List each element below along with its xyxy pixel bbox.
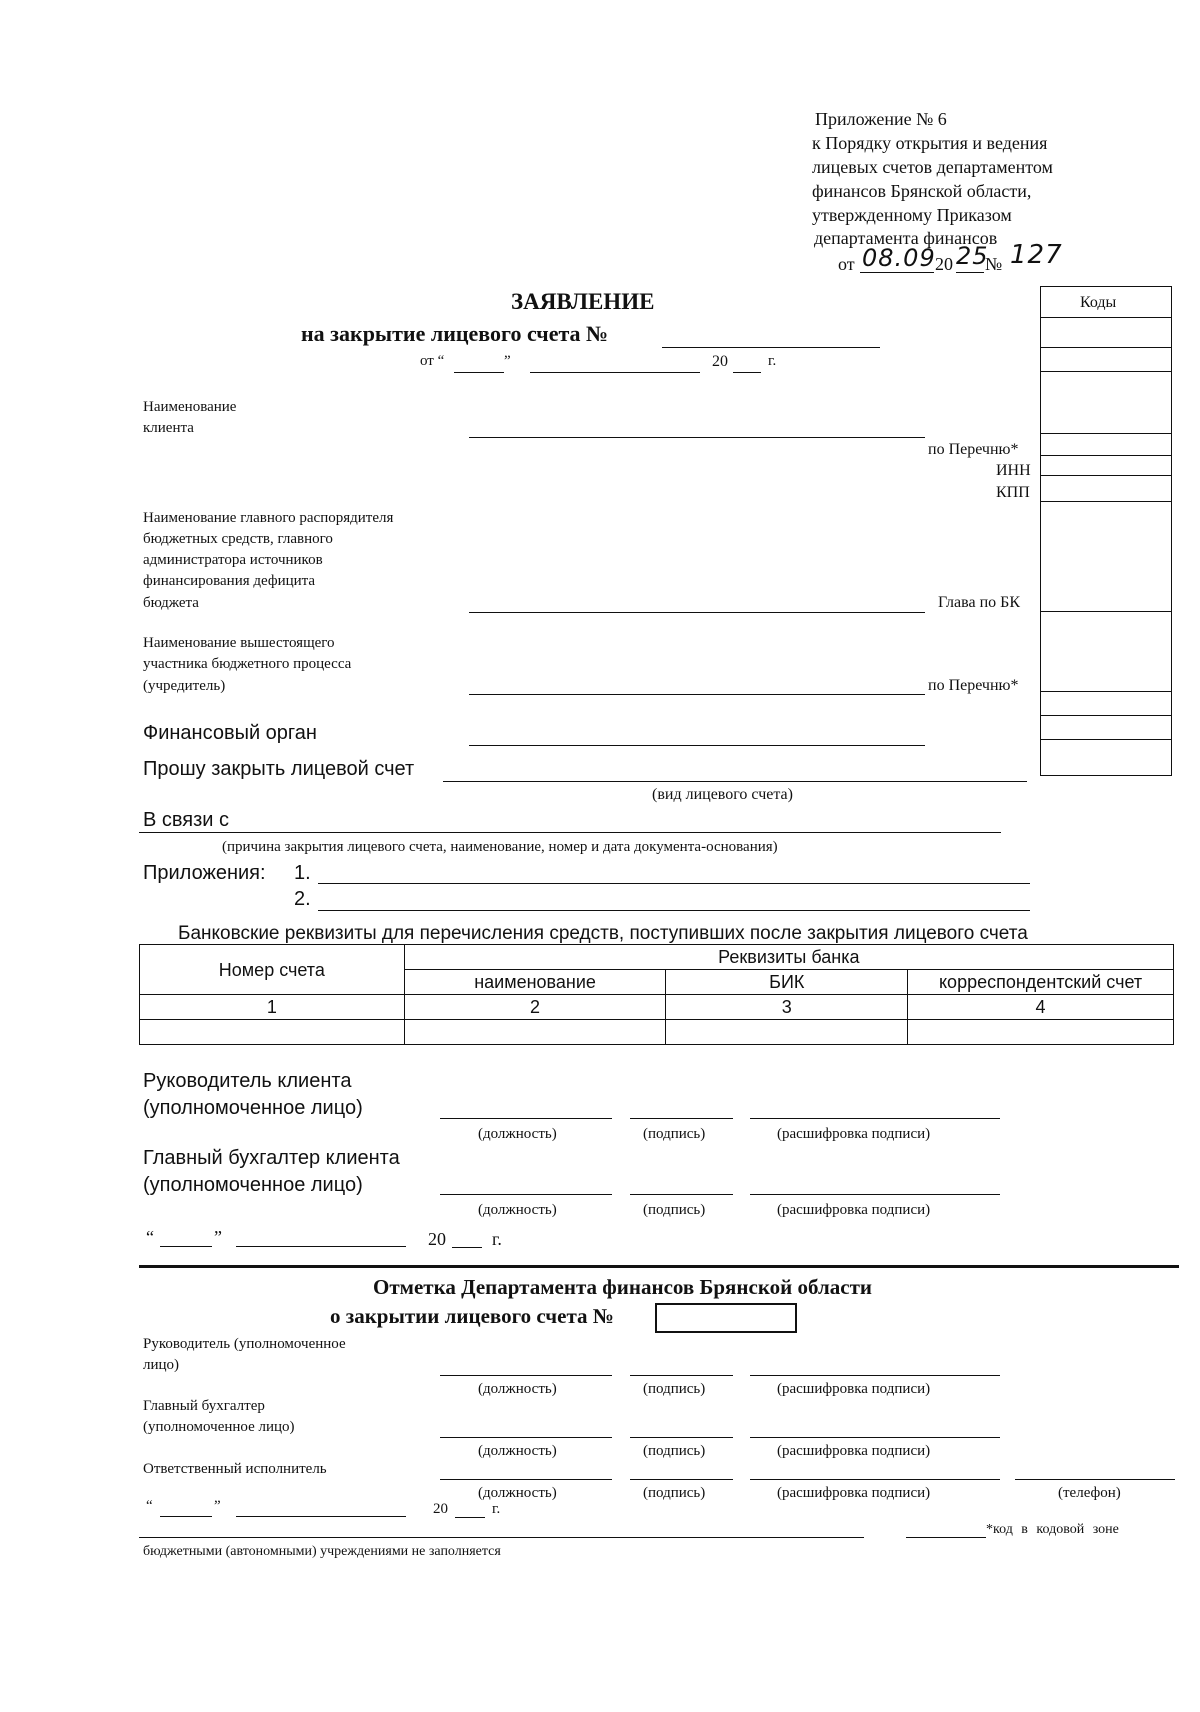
dept-head-decoding-field[interactable] [750,1375,1000,1376]
dept-head-label-1: Руководитель (уполномоченное [143,1336,346,1352]
attachment-1-field[interactable] [318,883,1030,884]
head-signature-caption: (подпись) [643,1126,706,1142]
kpp-label: КПП [996,484,1030,501]
appendix-line-6: департамента финансов [814,228,998,248]
col-num-4: 4 [908,995,1174,1020]
acc-position-field[interactable] [440,1194,612,1195]
parent-label-1: Наименование вышестоящего [143,635,335,651]
col-num-1: 1 [140,995,405,1020]
sig-month-field[interactable] [236,1246,406,1247]
dept-month-field[interactable] [236,1516,406,1517]
parent-label-3: (учредитель) [143,678,226,694]
dept-acc-position-caption: (должность) [478,1443,557,1459]
account-type-field[interactable] [443,781,1027,782]
title-day-field[interactable] [454,372,504,373]
bank-heading: Банковские реквизиты для перечисления средств, поступивших после закрытия лицевого счета [178,923,1028,944]
sig-year-suffix: г. [492,1229,502,1249]
appendix-line-5: утвержденному Приказом [812,205,1012,225]
dept-exec-position-caption: (должность) [478,1485,557,1501]
sig-year-prefix: 20 [428,1229,446,1249]
appendix-year-prefix: 20 [935,254,953,274]
client-head-label-2: (уполномоченное лицо) [143,1097,363,1119]
corr-account-cell[interactable] [908,1020,1174,1045]
codes-column [1040,286,1172,776]
appendix-line-1: Приложение № 6 [815,109,947,129]
col-num-3: 3 [666,995,908,1020]
dept-acc-decoding-field[interactable] [750,1437,1000,1438]
acc-signature-caption: (подпись) [643,1202,706,1218]
acc-signature-field[interactable] [630,1194,733,1195]
gr-label-3: администратора источников [143,552,323,568]
title-year-prefix: 20 [712,353,728,370]
client-head-label-1: Руководитель клиента [143,1070,352,1092]
attachment-2-num: 2. [294,888,311,910]
acc-position-caption: (должность) [478,1202,557,1218]
acc-decoding-field[interactable] [750,1194,1000,1195]
per-list-label-2: по Перечню* [928,677,1019,694]
acc-decoding-caption: (расшифровка подписи) [777,1202,931,1218]
sig-day-field[interactable] [160,1246,212,1247]
attachment-1-num: 1. [294,862,311,884]
sig-year-field[interactable] [452,1247,482,1248]
sig-quote-open: “ [146,1227,154,1247]
head-decoding-caption: (расшифровка подписи) [777,1126,931,1142]
dept-acc-signature-field[interactable] [630,1437,733,1438]
gr-label-1: Наименование главного распорядителя [143,510,394,526]
dept-head-decoding-caption: (расшифровка подписи) [777,1381,931,1397]
sig-quote-close: ” [214,1227,222,1247]
dept-acc-decoding-caption: (расшифровка подписи) [777,1443,931,1459]
footnote-rule-right [906,1537,986,1538]
dept-acc-position-field[interactable] [440,1437,612,1438]
bank-details-table [139,944,1174,1045]
dept-exec-position-field[interactable] [440,1479,612,1480]
reason-field[interactable] [139,832,1001,833]
dept-head-signature-field[interactable] [630,1375,733,1376]
appendix-from: от [838,254,855,274]
col-account-header: Номер счета [140,945,405,995]
client-acc-label-1: Главный бухгалтер клиента [143,1147,400,1169]
inn-label: ИНН [996,462,1031,479]
per-list-label: по Перечню* [928,441,1019,458]
appendix-line-2: к Порядку открытия и ведения [812,133,1048,153]
appendix-number-sign: № [985,254,1003,274]
dept-head-label-2: лицо) [143,1357,180,1373]
reason-label: В связи с [143,809,230,831]
page-subtitle: на закрытие лицевого счета № [301,321,609,346]
appendix-line-3: лицевых счетов департаментом [812,157,1053,177]
attachments-label: Приложения: [143,862,266,884]
dept-acc-label-1: Главный бухгалтер [143,1398,265,1414]
account-number-field[interactable] [662,347,880,348]
close-request-label: Прошу закрыть лицевой счет [143,758,415,780]
account-number-cell[interactable] [140,1020,405,1045]
dept-head-signature-caption: (подпись) [643,1381,706,1397]
dept-exec-phone-field[interactable] [1015,1479,1175,1480]
reason-caption: (причина закрытия лицевого счета, наименование, номер и дата документа-основания) [222,839,778,855]
client-label-2: клиента [143,420,194,436]
dept-exec-signature-caption: (подпись) [643,1485,706,1501]
page-title: ЗАЯВЛЕНИЕ [511,289,655,314]
appendix-handwritten-date: 08.09 [862,244,936,272]
col-num-2: 2 [404,995,666,1020]
fin-organ-field[interactable] [469,745,925,746]
head-decoding-field[interactable] [750,1118,1000,1119]
gr-label-2: бюджетных средств, главного [143,531,333,547]
parent-label-2: участника бюджетного процесса [143,656,352,672]
head-signature-field[interactable] [630,1118,733,1119]
table-row [140,1020,1174,1045]
attachment-2-field[interactable] [318,910,1030,911]
dept-acc-signature-caption: (подпись) [643,1443,706,1459]
dept-head-position-caption: (должность) [478,1381,557,1397]
title-date-quote: ” [504,353,511,369]
dept-year-suffix: г. [492,1501,501,1517]
dept-acc-label-2: (уполномоченное лицо) [143,1419,295,1435]
col-bik-header: БИК [666,970,908,995]
codes-header: Коды [1080,294,1117,311]
client-name-field[interactable] [469,437,925,438]
fin-organ-label: Финансовый орган [143,722,317,744]
section-divider [139,1265,1179,1268]
footnote-text-2: бюджетными (автономными) учреждениями не заполняется [143,1544,501,1559]
dept-title-2: о закрытии лицевого счета № [330,1304,614,1328]
bik-cell[interactable] [666,1020,908,1045]
bank-name-cell[interactable] [404,1020,666,1045]
dept-year-field[interactable] [455,1517,485,1518]
footnote-text: *код в кодовой зоне [986,1522,1119,1537]
dept-quote-open: “ [146,1498,153,1514]
gr-name-field[interactable] [469,612,925,613]
dept-executor-label: Ответственный исполнитель [143,1461,327,1477]
appendix-handwritten-number: 127 [1010,240,1063,270]
title-date-from: от “ [420,353,445,369]
dept-exec-decoding-caption: (расшифровка подписи) [777,1485,931,1501]
account-type-caption: (вид лицевого счета) [652,786,793,803]
dept-day-field[interactable] [160,1516,212,1517]
head-position-field[interactable] [440,1118,612,1119]
title-year-field[interactable] [733,372,761,373]
dept-head-position-field[interactable] [440,1375,612,1376]
glava-bk-label: Глава по БК [938,594,1020,611]
col-corr-header: корреспондентский счет [908,970,1174,995]
title-month-field[interactable] [530,372,700,373]
col-name-header: наименование [404,970,666,995]
dept-year-prefix: 20 [433,1501,448,1517]
gr-label-4: финансирования дефицита [143,573,316,589]
footnote-rule-left [139,1537,864,1538]
appendix-line-4: финансов Брянской области, [812,181,1032,201]
col-bank-header: Реквизиты банка [404,945,1173,970]
gr-label-5: бюджета [143,595,199,611]
head-position-caption: (должность) [478,1126,557,1142]
title-year-suffix: г. [768,353,777,369]
client-label-1: Наименование [143,399,237,415]
dept-exec-signature-field[interactable] [630,1479,733,1480]
dept-exec-phone-caption: (телефон) [1058,1485,1121,1501]
dept-title-1: Отметка Департамента финансов Брянской области [373,1275,872,1299]
parent-name-field[interactable] [469,694,925,695]
dept-exec-decoding-field[interactable] [750,1479,1000,1480]
client-acc-label-2: (уполномоченное лицо) [143,1174,363,1196]
dept-account-number-box[interactable] [655,1303,797,1333]
dept-quote-close: ” [214,1498,221,1514]
appendix-handwritten-year: 25 [956,242,989,270]
